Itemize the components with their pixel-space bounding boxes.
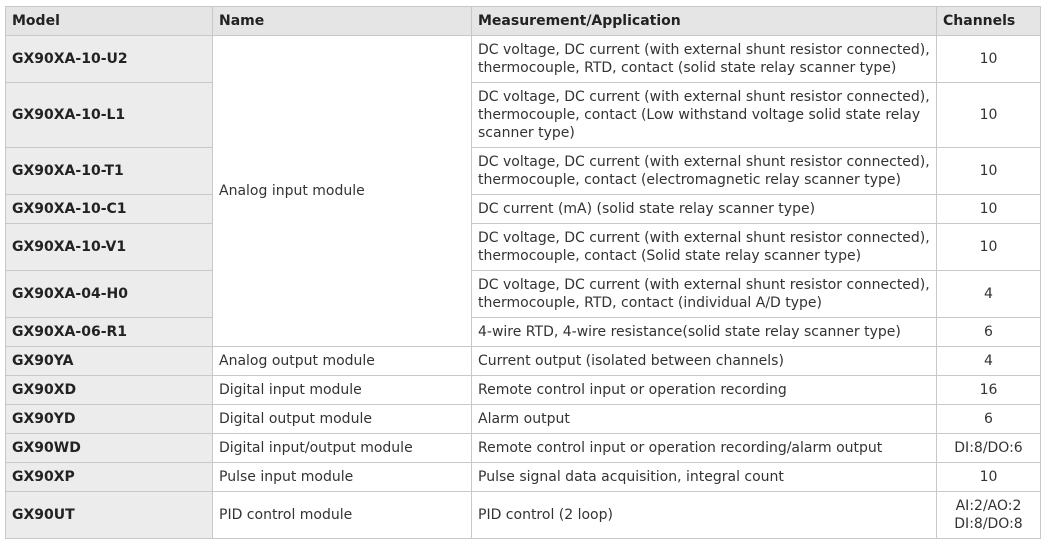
- name-cell: Digital input/output module: [213, 434, 472, 463]
- channels-cell: 10: [937, 83, 1041, 148]
- channels-cell: 4: [937, 347, 1041, 376]
- header-row: [6, 7, 1041, 36]
- channels-cell: 6: [937, 318, 1041, 347]
- application-cell: DC current (mA) (solid state relay scanner type): [472, 195, 937, 224]
- application-header: Measurement/Application: [472, 7, 937, 36]
- model-cell: GX90XP: [6, 463, 213, 492]
- table-row: [6, 318, 1041, 347]
- model-cell: GX90XA-10-T1: [6, 148, 213, 195]
- table-row: [6, 434, 1041, 463]
- table-row: [6, 463, 1041, 492]
- application-cell: Alarm output: [472, 405, 937, 434]
- model-cell: GX90XA-06-R1: [6, 318, 213, 347]
- channels-cell: 10: [937, 148, 1041, 195]
- application-cell: Current output (isolated between channels): [472, 347, 937, 376]
- table-row: [6, 83, 1041, 148]
- channels-cell: 10: [937, 195, 1041, 224]
- table-row: [6, 405, 1041, 434]
- channels-line: AI:2/AO:2: [955, 498, 1022, 514]
- name-cell: Digital input module: [213, 376, 472, 405]
- table-row: [6, 195, 1041, 224]
- module-spec-table: [5, 6, 1041, 539]
- application-cell: Remote control input or operation recording: [472, 376, 937, 405]
- channels-cell: 10: [937, 36, 1041, 83]
- channels-cell: [937, 492, 1041, 539]
- table-row: [6, 492, 1041, 539]
- model-cell: GX90UT: [6, 492, 213, 539]
- application-cell: DC voltage, DC current (with external shunt resistor connected), thermocouple, contact (Low withstand voltage solid state relay scanner type): [472, 83, 937, 148]
- channels-cell: 16: [937, 376, 1041, 405]
- table-row: [6, 36, 1041, 83]
- channels-cell: 4: [937, 271, 1041, 318]
- model-cell: GX90XD: [6, 376, 213, 405]
- table-row: [6, 376, 1041, 405]
- table-row: [6, 271, 1041, 318]
- table-row: [6, 148, 1041, 195]
- model-cell: GX90XA-04-H0: [6, 271, 213, 318]
- application-cell: Remote control input or operation recording/alarm output: [472, 434, 937, 463]
- application-cell: DC voltage, DC current (with external shunt resistor connected), thermocouple, RTD, contact (individual A/D type): [472, 271, 937, 318]
- table-row: [6, 224, 1041, 271]
- model-cell: GX90XA-10-V1: [6, 224, 213, 271]
- application-cell: PID control (2 loop): [472, 492, 937, 539]
- model-cell: GX90WD: [6, 434, 213, 463]
- application-cell: DC voltage, DC current (with external shunt resistor connected), thermocouple, RTD, contact (solid state relay scanner type): [472, 36, 937, 83]
- model-cell: GX90XA-10-U2: [6, 36, 213, 83]
- name-cell: Analog output module: [213, 347, 472, 376]
- name-cell: Pulse input module: [213, 463, 472, 492]
- application-cell: Pulse signal data acquisition, integral count: [472, 463, 937, 492]
- model-cell: GX90YA: [6, 347, 213, 376]
- model-cell: GX90XA-10-L1: [6, 83, 213, 148]
- model-cell: GX90XA-10-C1: [6, 195, 213, 224]
- application-cell: 4-wire RTD, 4-wire resistance(solid state relay scanner type): [472, 318, 937, 347]
- model-cell: GX90YD: [6, 405, 213, 434]
- name-cell-analog-input: Analog input module: [213, 36, 472, 347]
- name-cell: Digital output module: [213, 405, 472, 434]
- channels-cell: 10: [937, 224, 1041, 271]
- name-cell: PID control module: [213, 492, 472, 539]
- table-row: [6, 347, 1041, 376]
- channels-cell: 6: [937, 405, 1041, 434]
- channels-cell: 10: [937, 463, 1041, 492]
- channels-line: DI:8/DO:8: [954, 516, 1023, 532]
- model-header: Model: [6, 7, 213, 36]
- name-header: Name: [213, 7, 472, 36]
- channels-header: Channels: [937, 7, 1041, 36]
- application-cell: DC voltage, DC current (with external shunt resistor connected), thermocouple, contact (Solid state relay scanner type): [472, 224, 937, 271]
- application-cell: DC voltage, DC current (with external shunt resistor connected), thermocouple, contact (electromagnetic relay scanner type): [472, 148, 937, 195]
- channels-cell: DI:8/DO:6: [937, 434, 1041, 463]
